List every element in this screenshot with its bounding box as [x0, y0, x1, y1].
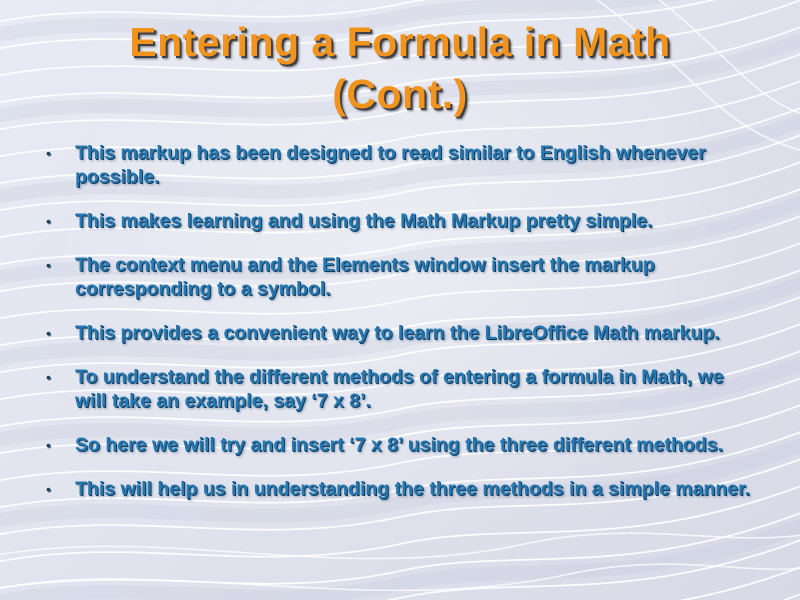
bullet-text: So here we will try and insert ‘7 x 8’ using the three different methods.: [75, 434, 723, 456]
bullet-marker: •: [46, 481, 51, 497]
list-item: [44, 365, 760, 413]
slide-title: [0, 16, 800, 121]
bullet-marker: •: [46, 145, 51, 161]
bullet-marker: •: [46, 325, 51, 341]
list-item: [44, 321, 760, 345]
slide-title-line-2: (Cont.): [332, 71, 468, 118]
list-item: [44, 209, 760, 233]
bullet-text: To understand the different methods of entering a formula in Math, we will take an example, say ‘7 x 8’.: [75, 366, 724, 412]
bullet-marker: •: [46, 257, 51, 273]
bullet-text: This markup has been designed to read similar to English whenever possible.: [75, 142, 706, 188]
slide-title-line-1: Entering a Formula in Math: [129, 19, 671, 65]
bullet-text: This will help us in understanding the three methods in a simple manner.: [75, 478, 751, 500]
bullet-text: This makes learning and using the Math Markup pretty simple.: [75, 210, 653, 232]
list-item: [44, 433, 760, 457]
bullet-marker: •: [46, 369, 51, 385]
bullet-text: The context menu and the Elements window insert the markup corresponding to a symbol.: [75, 254, 655, 300]
bullet-marker: •: [46, 213, 51, 229]
bullet-list: [44, 141, 760, 521]
bullet-marker: •: [46, 437, 51, 453]
bullet-text: This provides a convenient way to learn the LibreOffice Math markup.: [75, 322, 720, 344]
list-item: [44, 477, 760, 501]
list-item: [44, 253, 760, 301]
list-item: [44, 141, 760, 189]
